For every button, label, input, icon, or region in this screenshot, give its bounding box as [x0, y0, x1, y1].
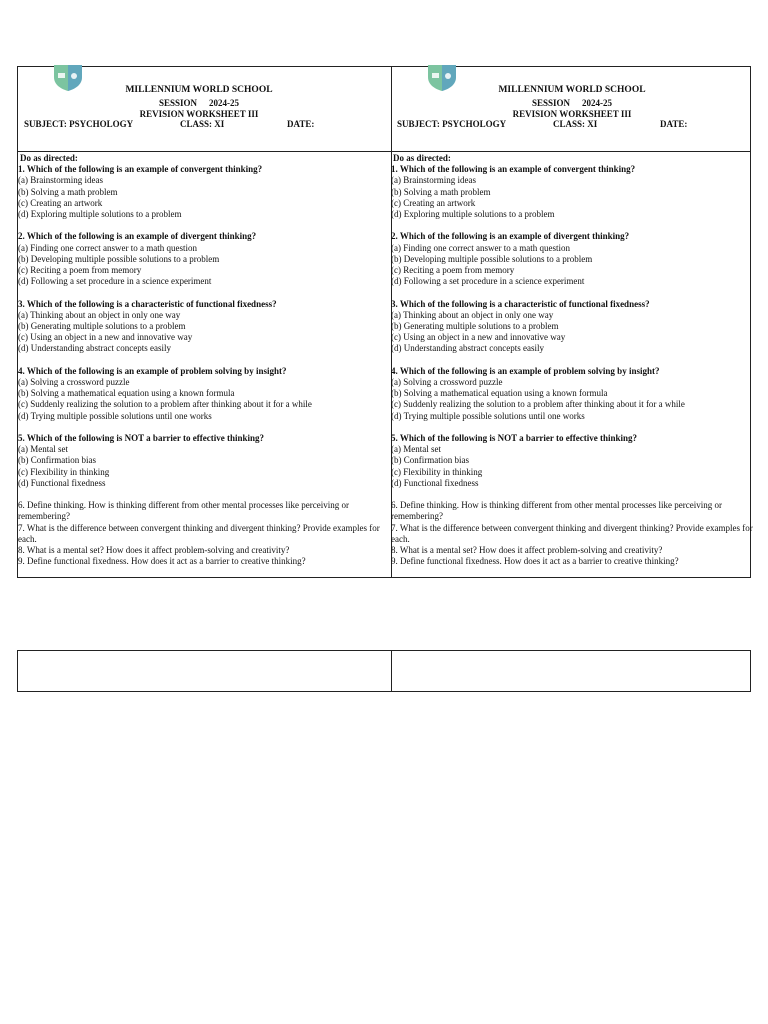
- school-name: MILLENNIUM WORLD SCHOOL: [498, 85, 646, 95]
- school-name: MILLENNIUM WORLD SCHOOL: [125, 85, 273, 95]
- long-question: 6. Define thinking. How is thinking different from other mental processes like perceiving or remembering?: [391, 500, 723, 522]
- mcq-stem: 2. Which of the following is an example of divergent thinking?: [18, 231, 257, 242]
- mcq-option: (c) Reciting a poem from memory: [18, 265, 142, 276]
- meta-line: [397, 119, 749, 131]
- meta-line: [24, 119, 376, 131]
- mcq-stem: 3. Which of the following is a characteristic of functional fixedness?: [391, 298, 650, 309]
- worksheet-copy-left: [18, 67, 380, 577]
- mcq-option: (a) Finding one correct answer to a math question: [391, 242, 570, 253]
- long-question: 8. What is a mental set? How does it affect problem-solving and creativity?: [391, 545, 663, 556]
- mcq-option: (d) Functional fixedness: [18, 477, 106, 488]
- mcq-option: (b) Solving a mathematical equation using a known formula: [18, 388, 235, 399]
- session-year: 2024-25: [582, 98, 613, 108]
- worksheet-body: [18, 153, 380, 567]
- mcq-stem: 3. Which of the following is a characteristic of functional fixedness?: [18, 298, 277, 309]
- mcq-option: (c) Flexibility in thinking: [18, 466, 110, 477]
- mcq-option: (c) Creating an artwork: [18, 197, 103, 208]
- mcq-option: (b) Developing multiple possible solutions to a problem: [391, 253, 593, 264]
- long-question: 9. Define functional fixedness. How does it act as a barrier to creative thinking?: [18, 556, 306, 567]
- mcq-item: [391, 231, 753, 287]
- session-year: 2024-25: [209, 98, 240, 108]
- mcq-stem: 5. Which of the following is NOT a barrier to effective thinking?: [391, 433, 637, 444]
- worksheet-title: REVISION WORKSHEET III: [139, 109, 259, 119]
- mcq-option: (b) Solving a math problem: [18, 186, 118, 197]
- column-divider: [391, 651, 392, 691]
- mcq-stem: 2. Which of the following is an example of divergent thinking?: [391, 231, 630, 242]
- mcq-option: (d) Following a set procedure in a science experiment: [391, 276, 585, 287]
- mcq-option: (d) Functional fixedness: [391, 477, 479, 488]
- mcq-stem: 1. Which of the following is an example of convergent thinking?: [391, 164, 636, 175]
- mcq-stem: 5. Which of the following is NOT a barrier to effective thinking?: [18, 433, 264, 444]
- session-line: [18, 98, 380, 108]
- mcq-item: [18, 433, 380, 489]
- mcq-option: (a) Finding one correct answer to a math question: [18, 242, 197, 253]
- date-label: DATE:: [660, 119, 688, 129]
- instruction: Do as directed:: [20, 153, 78, 163]
- mcq-option: (d) Exploring multiple solutions to a problem: [18, 209, 182, 220]
- long-question: 8. What is a mental set? How does it affect problem-solving and creativity?: [18, 545, 290, 556]
- mcq-item: [391, 433, 753, 489]
- instruction: Do as directed:: [393, 153, 451, 163]
- session-label: SESSION: [531, 98, 571, 108]
- mcq-item: [18, 164, 380, 220]
- long-question: 7. What is the difference between convergent thinking and divergent thinking? Provide examples for each.: [18, 522, 380, 544]
- mcq-item: [391, 299, 753, 355]
- mcq-option: (d) Trying multiple possible solutions until one works: [18, 410, 212, 421]
- mcq-item: [391, 164, 753, 220]
- mcq-item: [18, 299, 380, 355]
- mcq-option: (a) Solving a crossword puzzle: [18, 377, 130, 388]
- worksheet-copy-right: [391, 67, 753, 577]
- date-label: DATE:: [287, 119, 315, 129]
- mcq-option: (d) Following a set procedure in a science experiment: [18, 276, 212, 287]
- mcq-option: (b) Solving a math problem: [391, 186, 491, 197]
- session-line: [391, 98, 753, 108]
- mcq-option: (b) Confirmation bias: [18, 455, 96, 466]
- class-label: CLASS: XI: [553, 119, 598, 129]
- mcq-item: [391, 366, 753, 422]
- mcq-option: (c) Suddenly realizing the solution to a problem after thinking about it for a while: [18, 399, 312, 410]
- long-question: 6. Define thinking. How is thinking different from other mental processes like perceiving or remembering?: [18, 500, 350, 522]
- mcq-stem: 4. Which of the following is an example of problem solving by insight?: [391, 365, 660, 376]
- mcq-option: (d) Understanding abstract concepts easily: [18, 343, 171, 354]
- mcq-option: (d) Understanding abstract concepts easily: [391, 343, 544, 354]
- mcq-option: (c) Reciting a poem from memory: [391, 265, 515, 276]
- mcq-option: (a) Brainstorming ideas: [18, 175, 103, 186]
- mcq-option: (b) Generating multiple solutions to a problem: [18, 321, 186, 332]
- mcq-option: (c) Suddenly realizing the solution to a problem after thinking about it for a while: [391, 399, 685, 410]
- mcq-option: (a) Brainstorming ideas: [391, 175, 476, 186]
- mcq-option: (b) Confirmation bias: [391, 455, 469, 466]
- empty-table-row: [17, 650, 751, 692]
- mcq-option: (a) Mental set: [18, 444, 68, 455]
- mcq-option: (a) Thinking about an object in only one way: [18, 309, 181, 320]
- session-label: SESSION: [158, 98, 198, 108]
- mcq-option: (c) Using an object in a new and innovative way: [391, 332, 566, 343]
- subject-label: SUBJECT: PSYCHOLOGY: [24, 119, 134, 129]
- mcq-stem: 4. Which of the following is an example of problem solving by insight?: [18, 365, 287, 376]
- worksheet-body: [391, 153, 753, 567]
- worksheet-header: [18, 67, 380, 151]
- subject-label: SUBJECT: PSYCHOLOGY: [397, 119, 507, 129]
- mcq-option: (d) Exploring multiple solutions to a problem: [391, 209, 555, 220]
- mcq-option: (c) Flexibility in thinking: [391, 466, 483, 477]
- mcq-item: [18, 231, 380, 287]
- mcq-option: (b) Solving a mathematical equation using a known formula: [391, 388, 608, 399]
- worksheet-table: [17, 66, 751, 578]
- mcq-option: (c) Using an object in a new and innovative way: [18, 332, 193, 343]
- mcq-stem: 1. Which of the following is an example of convergent thinking?: [18, 164, 263, 175]
- mcq-option: (a) Mental set: [391, 444, 441, 455]
- mcq-option: (b) Generating multiple solutions to a problem: [391, 321, 559, 332]
- mcq-option: (d) Trying multiple possible solutions until one works: [391, 410, 585, 421]
- long-question: 9. Define functional fixedness. How does it act as a barrier to creative thinking?: [391, 556, 679, 567]
- mcq-option: (c) Creating an artwork: [391, 197, 476, 208]
- mcq-option: (a) Thinking about an object in only one way: [391, 309, 554, 320]
- mcq-option: (a) Solving a crossword puzzle: [391, 377, 503, 388]
- worksheet-header: [391, 67, 753, 151]
- mcq-option: (b) Developing multiple possible solutions to a problem: [18, 253, 220, 264]
- class-label: CLASS: XI: [180, 119, 225, 129]
- long-question: 7. What is the difference between convergent thinking and divergent thinking? Provide examples for each.: [391, 522, 753, 544]
- mcq-item: [18, 366, 380, 422]
- worksheet-title: REVISION WORKSHEET III: [512, 109, 632, 119]
